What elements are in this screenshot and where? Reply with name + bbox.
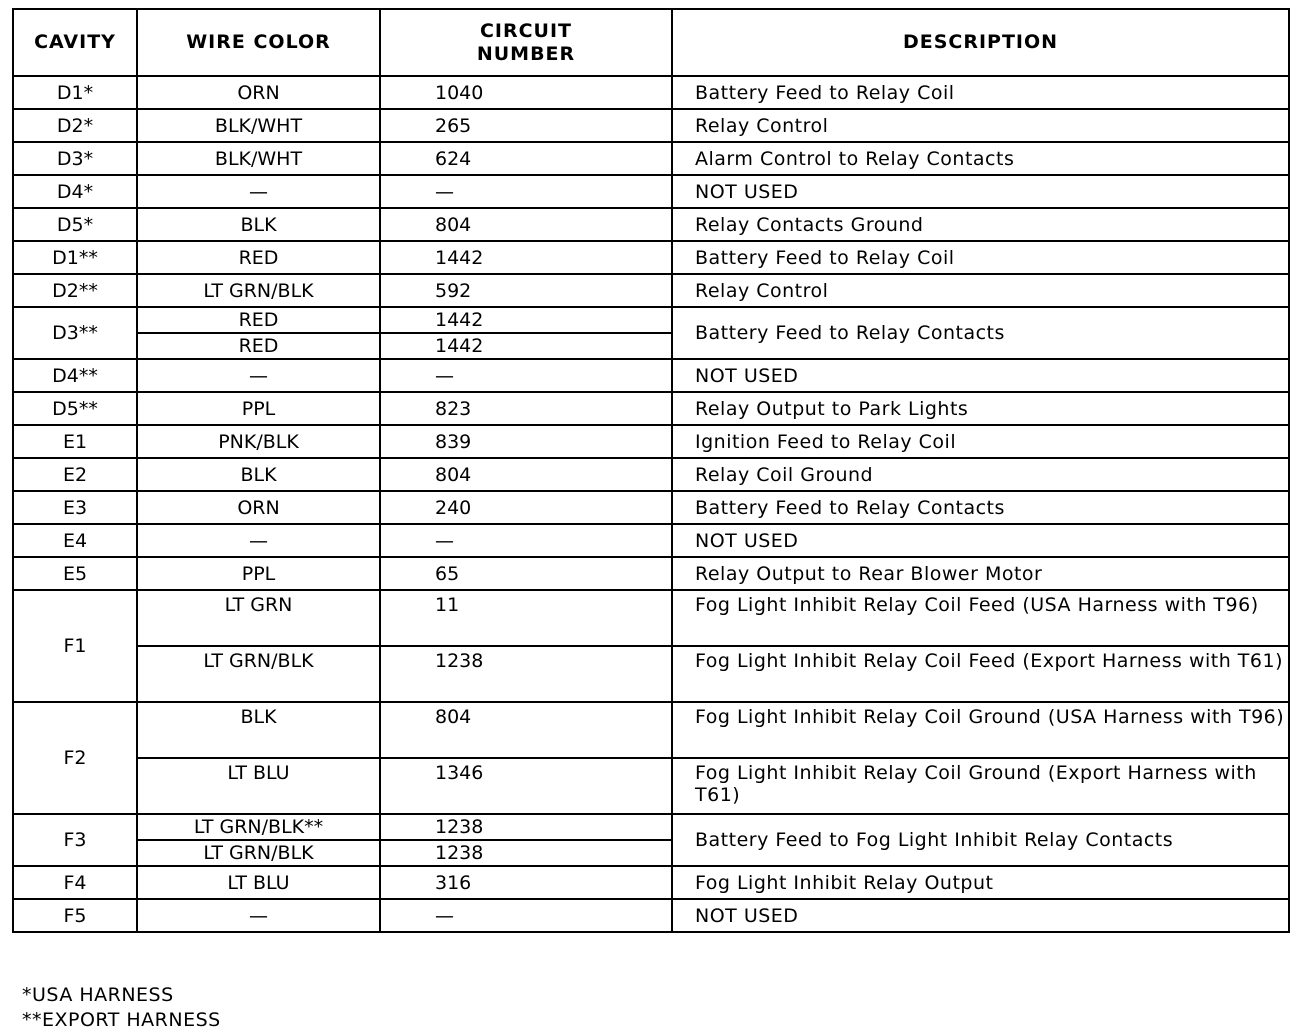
- wire-color-cell: —: [137, 524, 380, 557]
- circuit-number-cell: 804: [380, 458, 672, 491]
- legend-export-harness: **EXPORT HARNESS: [22, 1009, 221, 1031]
- circuit-number-cell: 823: [380, 392, 672, 425]
- description-cell: Battery Feed to Fog Light Inhibit Relay Contacts: [672, 814, 1289, 866]
- circuit-number-cell: 592: [380, 274, 672, 307]
- table-row: [13, 425, 1289, 458]
- description-cell: Fog Light Inhibit Relay Coil Feed (Export Harness with T61): [672, 646, 1289, 702]
- circuit-number-cell: 240: [380, 491, 672, 524]
- circuit-number-cell: 804: [380, 702, 672, 758]
- table-row: [13, 76, 1289, 109]
- wire-color-cell: LT GRN/BLK**: [137, 814, 380, 840]
- header-row: [13, 9, 1289, 76]
- cavity-cell: D5*: [13, 208, 137, 241]
- circuit-number-cell: —: [380, 175, 672, 208]
- description-cell: NOT USED: [672, 175, 1289, 208]
- description-cell: NOT USED: [672, 524, 1289, 557]
- description-cell: Battery Feed to Relay Coil: [672, 76, 1289, 109]
- cavity-cell: D1**: [13, 241, 137, 274]
- description-cell: Fog Light Inhibit Relay Output: [672, 866, 1289, 899]
- table-row: [13, 142, 1289, 175]
- wire-color-cell: BLK: [137, 458, 380, 491]
- description-cell: Relay Output to Rear Blower Motor: [672, 557, 1289, 590]
- description-cell: Relay Output to Park Lights: [672, 392, 1289, 425]
- wire-color-cell: RED: [137, 241, 380, 274]
- wire-color-cell: LT GRN/BLK: [137, 840, 380, 866]
- wire-color-cell: ORN: [137, 76, 380, 109]
- cavity-cell: F5: [13, 899, 137, 932]
- circuit-number-cell: 1442: [380, 307, 672, 333]
- circuit-number-cell: 804: [380, 208, 672, 241]
- table-row: [13, 359, 1289, 392]
- table-row: [13, 208, 1289, 241]
- cavity-cell: E4: [13, 524, 137, 557]
- wire-color-cell: BLK/WHT: [137, 142, 380, 175]
- circuit-number-cell: —: [380, 899, 672, 932]
- cavity-cell: E3: [13, 491, 137, 524]
- table-row-split: [13, 307, 1289, 333]
- description-cell: Fog Light Inhibit Relay Coil Feed (USA Harness with T96): [672, 590, 1289, 646]
- table-row: [13, 241, 1289, 274]
- description-cell: NOT USED: [672, 359, 1289, 392]
- wire-color-cell: PPL: [137, 392, 380, 425]
- table-row: [13, 274, 1289, 307]
- wire-color-cell: PNK/BLK: [137, 425, 380, 458]
- description-cell: Battery Feed to Relay Contacts: [672, 307, 1289, 359]
- wire-color-cell: LT GRN/BLK: [137, 274, 380, 307]
- cavity-cell: E2: [13, 458, 137, 491]
- cavity-cell: D5**: [13, 392, 137, 425]
- table-row: [13, 491, 1289, 524]
- wire-color-cell: RED: [137, 307, 380, 333]
- cavity-cell: E1: [13, 425, 137, 458]
- table-row: [13, 109, 1289, 142]
- circuit-number-cell: 1040: [380, 76, 672, 109]
- circuit-number-cell: 65: [380, 557, 672, 590]
- header-description: DESCRIPTION: [672, 9, 1289, 76]
- cavity-cell: D3*: [13, 142, 137, 175]
- cavity-cell: F4: [13, 866, 137, 899]
- description-cell: NOT USED: [672, 899, 1289, 932]
- description-cell: Fog Light Inhibit Relay Coil Ground (USA Harness with T96): [672, 702, 1289, 758]
- wire-color-cell: BLK/WHT: [137, 109, 380, 142]
- cavity-cell: D2*: [13, 109, 137, 142]
- description-cell: Relay Contacts Ground: [672, 208, 1289, 241]
- description-cell: Relay Control: [672, 109, 1289, 142]
- table-row-multi-sub: [13, 758, 1289, 814]
- cavity-cell: E5: [13, 557, 137, 590]
- circuit-number-cell: 1442: [380, 333, 672, 359]
- wire-color-cell: RED: [137, 333, 380, 359]
- circuit-number-cell: —: [380, 359, 672, 392]
- connector-cavity-table: [12, 8, 1290, 933]
- description-cell: Ignition Feed to Relay Coil: [672, 425, 1289, 458]
- circuit-number-cell: 11: [380, 590, 672, 646]
- description-cell: Fog Light Inhibit Relay Coil Ground (Export Harness with T61): [672, 758, 1289, 814]
- circuit-number-cell: 265: [380, 109, 672, 142]
- circuit-number-cell: 1238: [380, 814, 672, 840]
- cavity-cell: D2**: [13, 274, 137, 307]
- circuit-number-cell: 1442: [380, 241, 672, 274]
- table-row: [13, 392, 1289, 425]
- header-circuit-line2: NUMBER: [476, 42, 576, 65]
- table-row-split: [13, 814, 1289, 840]
- wire-color-cell: BLK: [137, 702, 380, 758]
- header-wire-color: WIRE COLOR: [137, 9, 380, 76]
- wire-color-cell: —: [137, 175, 380, 208]
- table-row: [13, 557, 1289, 590]
- table-row: [13, 524, 1289, 557]
- wire-color-cell: —: [137, 899, 380, 932]
- table-row: [13, 899, 1289, 932]
- header-circuit-line1: CIRCUIT: [479, 19, 573, 42]
- circuit-number-cell: —: [380, 524, 672, 557]
- description-cell: Battery Feed to Relay Coil: [672, 241, 1289, 274]
- wire-color-cell: ORN: [137, 491, 380, 524]
- circuit-number-cell: 1238: [380, 840, 672, 866]
- cavity-cell: D4**: [13, 359, 137, 392]
- wire-color-cell: PPL: [137, 557, 380, 590]
- wire-color-cell: LT GRN/BLK: [137, 646, 380, 702]
- table-row-multi-sub: [13, 646, 1289, 702]
- description-cell: Relay Coil Ground: [672, 458, 1289, 491]
- cavity-cell: F1: [13, 590, 137, 702]
- description-cell: Alarm Control to Relay Contacts: [672, 142, 1289, 175]
- wire-color-cell: LT BLU: [137, 758, 380, 814]
- description-cell: Relay Control: [672, 274, 1289, 307]
- circuit-number-cell: 624: [380, 142, 672, 175]
- description-cell: Battery Feed to Relay Contacts: [672, 491, 1289, 524]
- wire-color-cell: BLK: [137, 208, 380, 241]
- cavity-cell: D1*: [13, 76, 137, 109]
- cavity-cell: D3**: [13, 307, 137, 359]
- wire-color-cell: LT GRN: [137, 590, 380, 646]
- circuit-number-cell: 839: [380, 425, 672, 458]
- table-row: [13, 866, 1289, 899]
- table-row: [13, 175, 1289, 208]
- table-row: [13, 458, 1289, 491]
- circuit-number-cell: 1238: [380, 646, 672, 702]
- wire-color-cell: —: [137, 359, 380, 392]
- legend-usa-harness: *USA HARNESS: [22, 984, 174, 1006]
- harness-legend: [22, 983, 221, 1033]
- cavity-cell: F2: [13, 702, 137, 814]
- connector-cavity-table-sheet: [12, 8, 1288, 933]
- wire-color-cell: LT BLU: [137, 866, 380, 899]
- header-circuit-number: [380, 9, 672, 76]
- header-cavity: CAVITY: [13, 9, 137, 76]
- circuit-number-cell: 1346: [380, 758, 672, 814]
- cavity-cell: D4*: [13, 175, 137, 208]
- table-row-multi: [13, 702, 1289, 758]
- table-row-multi: [13, 590, 1289, 646]
- circuit-number-cell: 316: [380, 866, 672, 899]
- cavity-cell: F3: [13, 814, 137, 866]
